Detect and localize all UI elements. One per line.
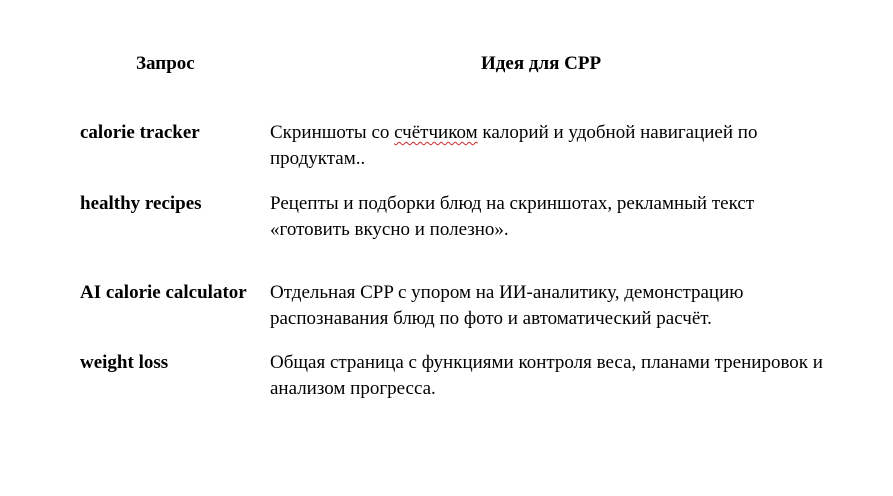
idea-cell: Рецепты и подборки блюд на скриншотах, рекламный текст «готовить вкусно и полезно».: [270, 193, 755, 240]
query-cell: weight loss: [80, 352, 169, 373]
idea-cell: Общая страница с функциями контроля веса, планами тренировок и анализом прогресса.: [270, 352, 823, 399]
query-cell: AI calorie calculator: [80, 282, 247, 303]
idea-cell: Отдельная CPP с упором на ИИ-аналитику, демонстрацию распознавания блюд по фото и автоматический расчёт.: [270, 282, 744, 329]
idea-cell: [270, 120, 830, 172]
spellcheck-flagged-word[interactable]: счётчиком: [394, 122, 478, 143]
query-cell: calorie tracker: [80, 122, 200, 143]
query-cell: healthy recipes: [80, 193, 202, 214]
idea-text: калорий и удобной навигацией по продуктам..: [270, 122, 758, 169]
column-header-idea: Идея для CPP: [481, 53, 602, 74]
idea-text: Скриншоты со: [270, 122, 395, 143]
column-header-query: Запрос: [136, 53, 195, 74]
